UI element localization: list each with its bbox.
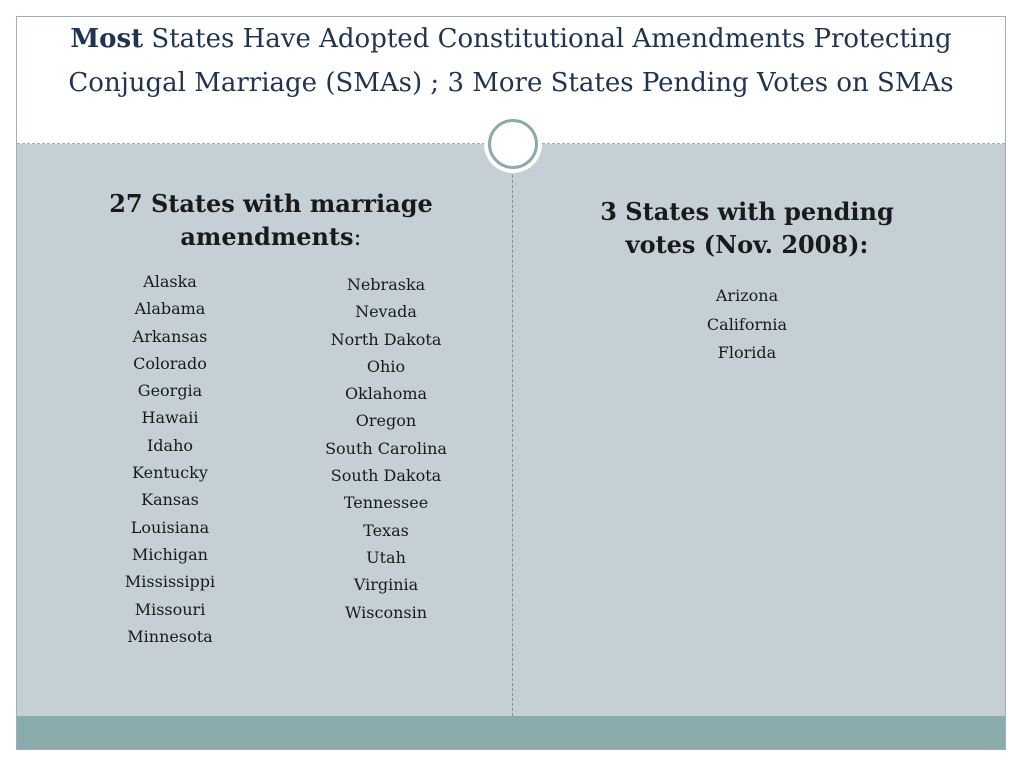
slide xyxy=(16,16,1006,750)
state-item: California xyxy=(706,314,788,334)
state-item: North Dakota xyxy=(330,329,442,349)
footer-bar xyxy=(17,716,1005,750)
state-item: Ohio xyxy=(366,356,406,376)
slide-title xyxy=(17,17,1005,105)
state-item: Idaho xyxy=(146,435,194,455)
state-item: Georgia xyxy=(137,381,203,401)
decorative-ring-icon xyxy=(488,119,538,169)
state-item: Oklahoma xyxy=(344,384,428,404)
state-item: Louisiana xyxy=(130,517,210,537)
state-item: South Dakota xyxy=(330,466,442,486)
title-bold-word: Most xyxy=(70,24,144,54)
state-item: Utah xyxy=(366,547,406,567)
title-line1-text: States Have Adopted Constitutional Amendments Protecting xyxy=(143,24,952,54)
title-line2-text: Conjugal Marriage (SMAs) ; 3 More States Pending Votes on SMAs xyxy=(68,68,954,98)
state-item: Colorado xyxy=(133,353,207,373)
left-column-heading xyxy=(91,187,451,254)
state-item: Nebraska xyxy=(346,275,426,294)
right-column-heading: 3 States with pending votes (Nov. 2008): xyxy=(600,197,894,259)
state-item: Minnesota xyxy=(127,626,213,646)
state-item: Kansas xyxy=(141,490,199,510)
state-item: Arkansas xyxy=(132,326,208,346)
state-item: Wisconsin xyxy=(344,602,428,622)
state-item: Texas xyxy=(363,520,409,540)
state-item: Virginia xyxy=(353,575,419,595)
state-item: Missouri xyxy=(134,599,206,619)
pending-states-list xyxy=(667,282,827,368)
state-item: Oregon xyxy=(355,411,417,431)
state-item: Arizona xyxy=(715,286,779,305)
column-divider xyxy=(512,175,513,716)
left-heading-colon: : xyxy=(353,223,362,251)
state-item: Michigan xyxy=(132,544,208,564)
state-item: Tennessee xyxy=(343,493,429,513)
state-item: South Carolina xyxy=(325,438,447,458)
state-item: Alaska xyxy=(143,272,197,291)
state-item: Alabama xyxy=(134,299,206,319)
state-item: Kentucky xyxy=(132,463,208,483)
states-list-col2 xyxy=(306,271,466,626)
left-heading-text: 27 States with marriage amendments xyxy=(109,189,433,251)
state-item: Nevada xyxy=(355,302,417,322)
state-item: Hawaii xyxy=(141,408,199,428)
state-item: Mississippi xyxy=(124,572,216,592)
state-item: Florida xyxy=(717,343,777,362)
states-list-col1 xyxy=(100,268,240,650)
